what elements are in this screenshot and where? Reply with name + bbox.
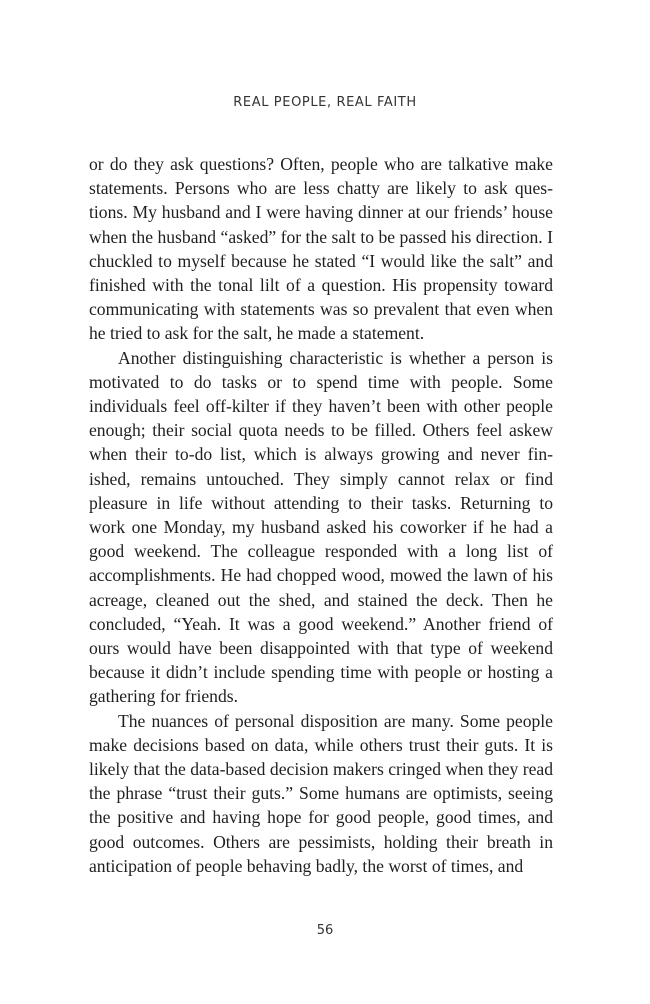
paragraph: Another distinguishing characteristic is whether a person is motivated to do tasks or to spend time with people. Some individuals feel off-kilter if they haven’t been with other people enough; their social quota needs to be filled. Others feel askew when their to-do list, which is always growing and never finished, remains untouched. They simply cannot relax or find pleasure in life without attending to their tasks. Returning to work one Monday, my husband asked his coworker if he had a good weekend. The colleague responded with a long list of accomplishments. He had chopped wood, mowed the lawn of his acreage, cleaned out the shed, and stained the deck. Then he concluded, “Yeah. It was a good weekend.” Another friend of ours would have been disappointed with that type of weekend because it didn’t include spending time with people or hosting a gathering for friends. [89, 347, 553, 707]
paragraph: or do they ask questions? Often, people who are talkative make statements. Persons who are less chatty are likely to ask questions. My husband and I were having dinner at our friends’ house when the husband “asked” for the salt to be passed his direction. I chuckled to myself because he stated “I would like the salt” and finished with the tonal lilt of a question. His propensity toward communicating with statements was so prevalent that even when he tried to ask for the salt, he made a statement. [89, 154, 553, 344]
body-text [89, 152, 553, 878]
page-number: 56 [316, 923, 334, 938]
running-head: REAL PEOPLE, REAL FAITH [233, 95, 417, 110]
paragraph: The nuances of personal disposition are many. Some people make decisions based on data, while others trust their guts. It is likely that the data-based decision makers cringed when they read the phrase “trust their guts.” Some humans are optimists, seeing the positive and having hope for good people, good times, and good outcomes. Others are pessimists, holding their breath in anticipation of people behaving badly, the worst of times, and [89, 710, 553, 876]
